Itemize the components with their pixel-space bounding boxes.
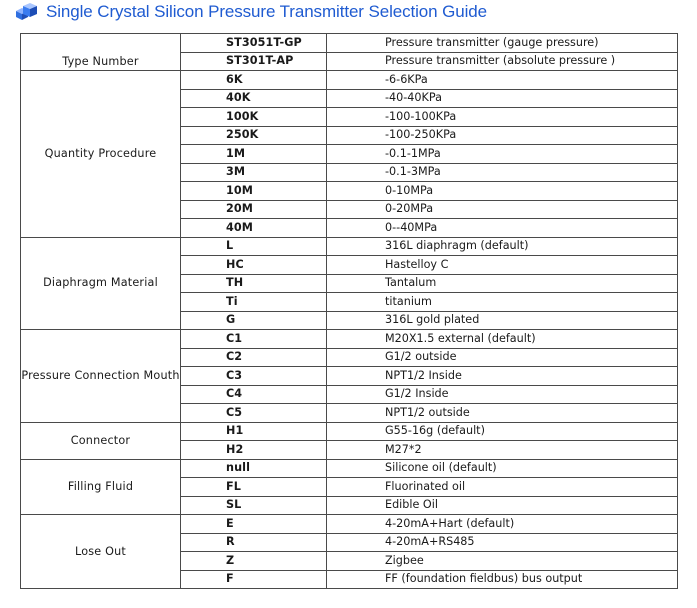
option-description: FF (foundation fieldbus) bus output — [327, 570, 678, 589]
selection-guide-body — [21, 34, 678, 589]
option-description: Silicone oil (default) — [327, 459, 678, 478]
option-code: C4 — [181, 385, 327, 404]
option-description: G1/2 Inside — [327, 385, 678, 404]
title-bar — [14, 0, 674, 24]
option-description: Edible Oil — [327, 496, 678, 515]
table-row — [21, 34, 678, 53]
option-description: NPT1/2 outside — [327, 404, 678, 423]
option-code: 6K — [181, 71, 327, 90]
option-code: G — [181, 311, 327, 330]
option-description: Pressure transmitter (gauge pressure) — [327, 34, 678, 53]
option-description: 316L diaphragm (default) — [327, 237, 678, 256]
table-row — [21, 71, 678, 90]
table-row — [21, 459, 678, 478]
option-code: H1 — [181, 422, 327, 441]
option-code: ST301T-AP — [181, 52, 327, 71]
option-description: titanium — [327, 293, 678, 312]
option-code: C2 — [181, 348, 327, 367]
group-label: Type Number — [21, 34, 181, 71]
option-code: E — [181, 515, 327, 534]
table-row — [21, 330, 678, 349]
option-description: Fluorinated oil — [327, 478, 678, 497]
option-code: F — [181, 570, 327, 589]
option-description: G1/2 outside — [327, 348, 678, 367]
option-code: Z — [181, 552, 327, 571]
option-description: -100-250KPa — [327, 126, 678, 145]
page-title: Single Crystal Silicon Pressure Transmitter Selection Guide — [46, 2, 488, 21]
group-label: Lose Out — [21, 515, 181, 589]
option-code: null — [181, 459, 327, 478]
option-code: FL — [181, 478, 327, 497]
option-code: 20M — [181, 200, 327, 219]
option-description: 316L gold plated — [327, 311, 678, 330]
option-code: ST3051T-GP — [181, 34, 327, 53]
option-description: Hastelloy C — [327, 256, 678, 275]
group-label: Diaphragm Material — [21, 237, 181, 330]
option-code: C5 — [181, 404, 327, 423]
option-description: -100-100KPa — [327, 108, 678, 127]
group-label: Pressure Connection Mouth — [21, 330, 181, 423]
option-description: M27*2 — [327, 441, 678, 460]
option-description: 0--40MPa — [327, 219, 678, 238]
option-description: Zigbee — [327, 552, 678, 571]
option-code: 250K — [181, 126, 327, 145]
option-code: 40K — [181, 89, 327, 108]
option-code: C3 — [181, 367, 327, 386]
option-description: G55-16g (default) — [327, 422, 678, 441]
option-code: SL — [181, 496, 327, 515]
option-code: Ti — [181, 293, 327, 312]
option-description: -0.1-3MPa — [327, 163, 678, 182]
option-code: C1 — [181, 330, 327, 349]
option-description: NPT1/2 Inside — [327, 367, 678, 386]
option-description: 4-20mA+Hart (default) — [327, 515, 678, 534]
selection-guide-table — [20, 33, 678, 589]
cube-stack-icon — [14, 2, 40, 22]
option-code: 3M — [181, 163, 327, 182]
option-code: 1M — [181, 145, 327, 164]
table-row — [21, 515, 678, 534]
option-code: R — [181, 533, 327, 552]
option-description: -6-6KPa — [327, 71, 678, 90]
option-code: 100K — [181, 108, 327, 127]
table-row — [21, 237, 678, 256]
option-code: H2 — [181, 441, 327, 460]
option-description: 0-20MPa — [327, 200, 678, 219]
option-description: 4-20mA+RS485 — [327, 533, 678, 552]
group-label: Filling Fluid — [21, 459, 181, 515]
option-description: -40-40KPa — [327, 89, 678, 108]
option-description: Pressure transmitter (absolute pressure ) — [327, 52, 678, 71]
option-code: 10M — [181, 182, 327, 201]
table-row — [21, 422, 678, 441]
option-code: TH — [181, 274, 327, 293]
option-description: M20X1.5 external (default) — [327, 330, 678, 349]
option-code: 40M — [181, 219, 327, 238]
option-description: -0.1-1MPa — [327, 145, 678, 164]
group-label: Quantity Procedure — [21, 71, 181, 238]
option-description: Tantalum — [327, 274, 678, 293]
option-code: L — [181, 237, 327, 256]
option-code: HC — [181, 256, 327, 275]
option-description: 0-10MPa — [327, 182, 678, 201]
group-label: Connector — [21, 422, 181, 459]
